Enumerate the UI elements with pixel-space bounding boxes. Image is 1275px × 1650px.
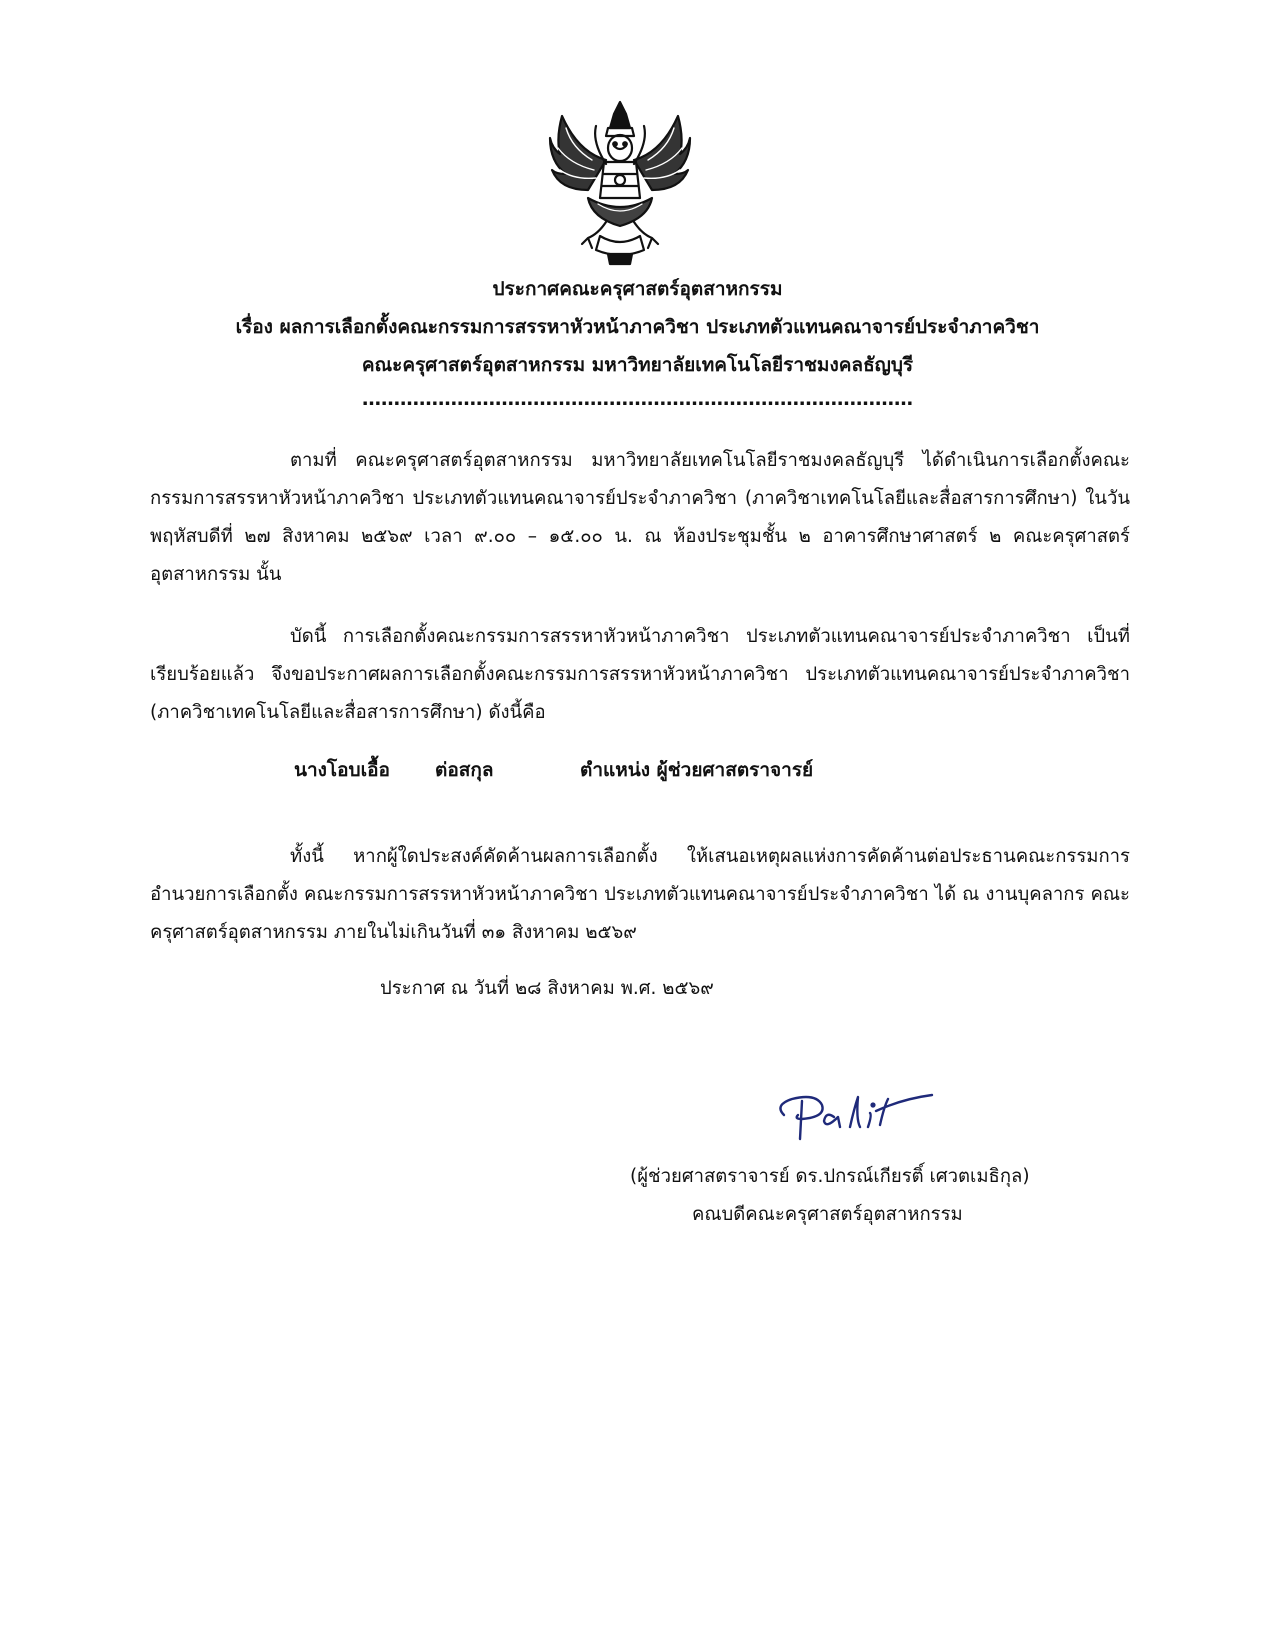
- heading-separator: ……………………………………………………………………………: [362, 388, 913, 410]
- announcement-date: ประกาศ ณ วันที่ ๒๘ สิงหาคม พ.ศ. ๒๕๖๙: [380, 978, 714, 999]
- paragraph-background: ตามที่ คณะครุศาสตร์อุตสาหกรรม มหาวิทยาลัยเทคโนโลยีราชมงคลธัญบุรี ได้ดำเนินการเลือกตั้งคณะกรรมการสรรหาหัวหน้าภาควิชา ประเภทตัวแทนคณาจารย์ประจำภาควิชา (ภาควิชาเทคโนโลยีและสื่อสารการศึกษา) ในวันพฤหัสบดีที่ ๒๗ สิงหาคม ๒๕๖๙ เวลา ๙.๐๐ – ๑๕.๐๐ น. ณ ห้องประชุมชั้น ๒ อาคารศึกษาศาสตร์ ๒ คณะครุศาสตร์อุตสาหกรรม นั้น: [150, 450, 1130, 585]
- nominee-last-name: ต่อสกุล: [435, 759, 494, 781]
- heading-line-2: เรื่อง ผลการเลือกตั้งคณะกรรมการสรรหาหัวหน้าภาควิชา ประเภทตัวแทนคณาจารย์ประจำภาควิชา: [235, 316, 1040, 338]
- heading-line-3: คณะครุศาสตร์อุตสาหกรรม มหาวิทยาลัยเทคโนโลยีราชมงคลธัญบุรี: [361, 354, 914, 376]
- garuda-emblem-icon: [548, 98, 692, 266]
- signer-name: (ผู้ช่วยศาสตราจารย์ ดร.ปกรณ์เกียรติ์ เศวตเมธิกุล): [630, 1166, 1030, 1187]
- paragraph-result: บัดนี้ การเลือกตั้งคณะกรรมการสรรหาหัวหน้าภาควิชา ประเภทตัวแทนคณาจารย์ประจำภาควิชา เป็นที่เรียบร้อยแล้ว จึงขอประกาศผลการเลือกตั้งคณะกรรมการสรรหาหัวหน้าภาควิชา ประเภทตัวแทนคณาจารย์ประจำภาควิชา (ภาควิชาเทคโนโลยีและสื่อสารการศึกษา) ดังนี้คือ: [150, 626, 1130, 723]
- signature-icon: [772, 1085, 952, 1145]
- announcement-heading: [120, 270, 1155, 414]
- heading-line-1: ประกาศคณะครุศาสตร์อุตสาหกรรม: [492, 278, 783, 300]
- signer-title: คณบดีคณะครุศาสตร์อุตสาหกรรม: [692, 1204, 963, 1225]
- nominee-first-name: นางโอบเอื้อ: [294, 759, 390, 781]
- nominee-position: ตำแหน่ง ผู้ช่วยศาสตราจารย์: [580, 759, 814, 781]
- paragraph-objection: ทั้งนี้ หากผู้ใดประสงค์คัดค้านผลการเลือกตั้ง ให้เสนอเหตุผลแห่งการคัดค้านต่อประธานคณะกรรมการอำนวยการเลือกตั้ง คณะกรรมการสรรหาหัวหน้าภาควิชา ประเภทตัวแทนคณาจารย์ประจำภาควิชา ได้ ณ งานบุคลากร คณะครุศาสตร์อุตสาหกรรม ภายในไม่เกินวันที่ ๓๑ สิงหาคม ๒๕๖๙: [150, 846, 1130, 943]
